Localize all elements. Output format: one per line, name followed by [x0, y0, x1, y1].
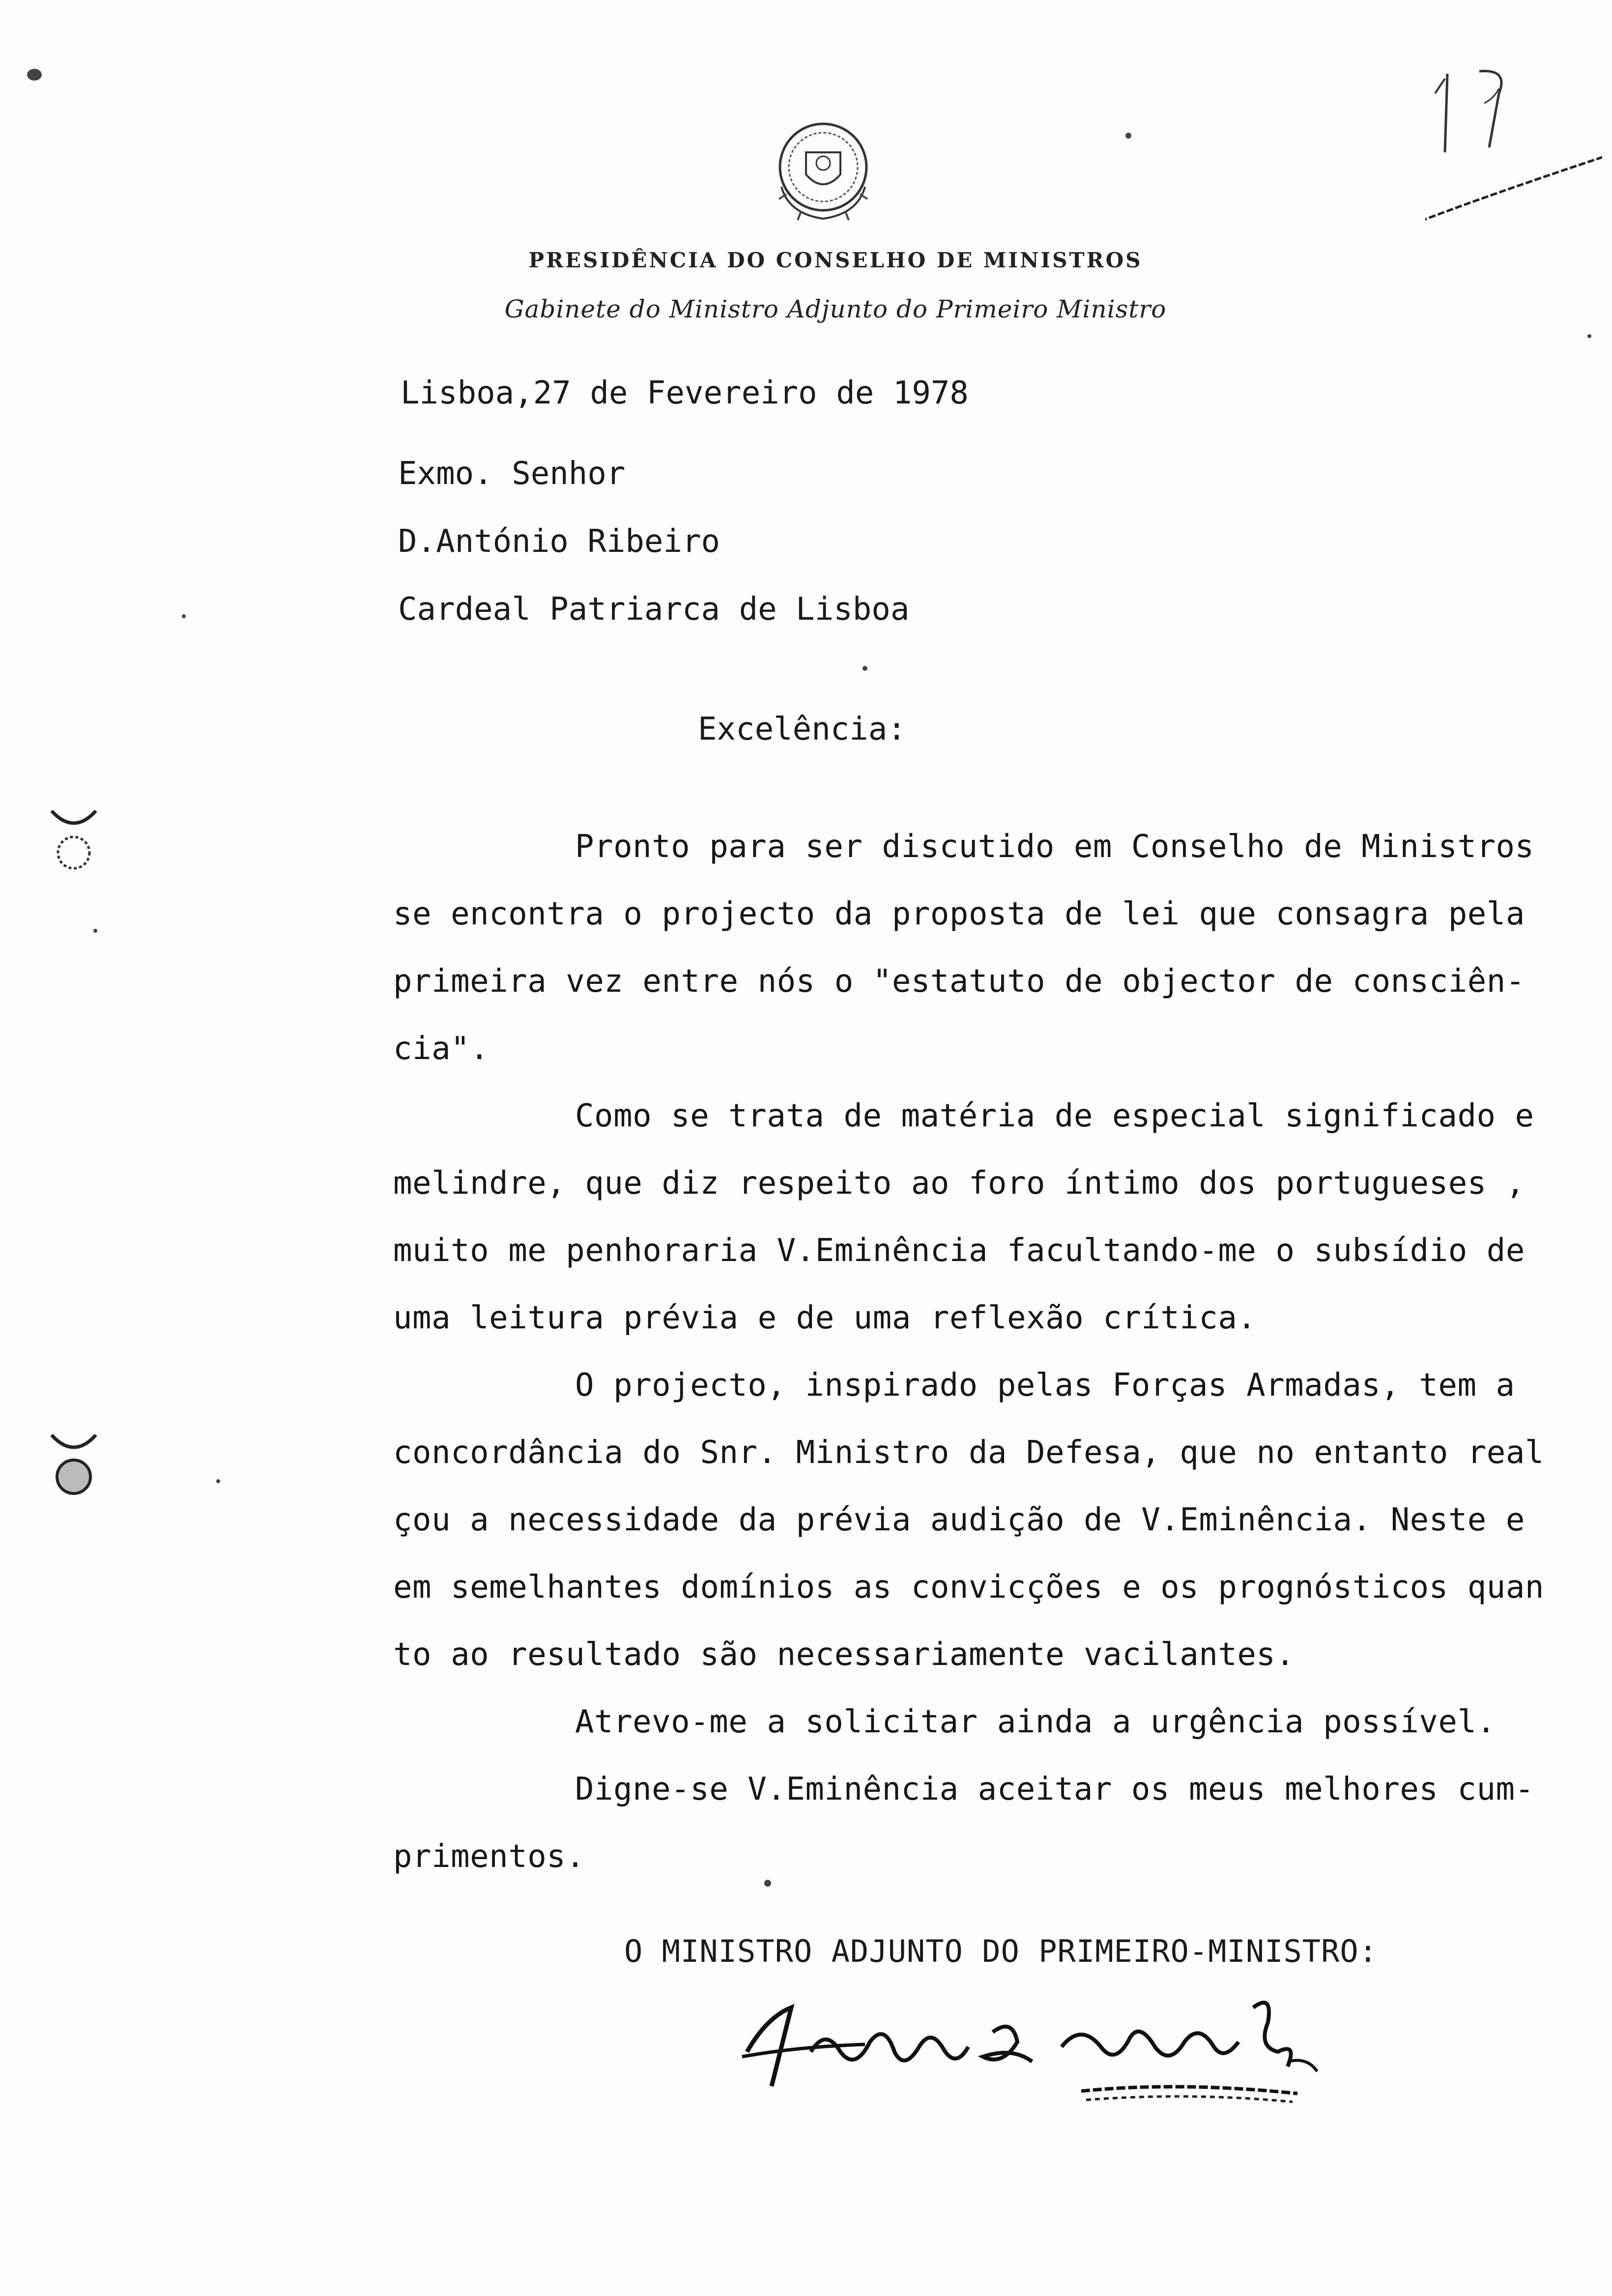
paragraph-3: [393, 1352, 1597, 1689]
ink-speck: [182, 614, 186, 618]
ink-speck: [863, 666, 867, 671]
ink-speck: [216, 1479, 220, 1483]
paragraph-5: [393, 1756, 1597, 1891]
body-line: em semelhantes domínios as convicções e os prognósticos quan: [393, 1569, 1544, 1606]
salutation: Excelência:: [698, 711, 906, 747]
margin-punch-mark-icon: [44, 801, 103, 880]
handwritten-folio-number: [1425, 54, 1602, 231]
body-line: concordância do Snr. Ministro da Defesa, que no entanto real: [393, 1435, 1544, 1471]
body-line: Pronto para ser discutido em Conselho de Ministros: [575, 829, 1534, 865]
signer-title: O MINISTRO ADJUNTO DO PRIMEIRO-MINISTRO:: [624, 1933, 1378, 1969]
paragraph-4: [393, 1689, 1597, 1756]
letterhead-institution: PRESIDÊNCIA DO CONSELHO DE MINISTROS: [528, 248, 1143, 272]
body-line: primentos.: [393, 1838, 585, 1875]
margin-punch-mark-icon: [44, 1425, 103, 1504]
body-line: muito me penhoraria V.Eminência facultando-me o subsídio de: [393, 1233, 1525, 1269]
paragraph-2: [393, 1083, 1597, 1352]
body-line: melindre, que diz respeito ao foro íntimo dos portugueses ,: [393, 1165, 1525, 1202]
body-line: to ao resultado são necessariamente vacilantes.: [393, 1636, 1295, 1673]
body-line: O projecto, inspirado pelas Forças Armadas, tem a: [575, 1367, 1515, 1404]
date-line: Lisboa,27 de Fevereiro de 1978: [401, 375, 969, 411]
ink-speck: [1587, 334, 1591, 338]
addressee-salutation-title: Exmo. Senhor: [398, 456, 626, 492]
coat-of-arms-seal-icon: [759, 113, 887, 236]
body-line: Digne-se V.Eminência aceitar os meus melhores cum-: [575, 1771, 1534, 1808]
body-line: se encontra o projecto da proposta de lei que consagra pela: [393, 896, 1525, 932]
ink-speck: [764, 1880, 771, 1887]
paragraph-1: [393, 813, 1597, 1083]
letter-body: [393, 813, 1597, 1891]
ink-speck: [1125, 133, 1131, 139]
body-line: Como se trata de matéria de especial significado e: [575, 1098, 1534, 1134]
body-line: çou a necessidade da prévia audição de V.Eminência. Neste e: [393, 1502, 1525, 1538]
addressee-name: D.António Ribeiro: [398, 523, 720, 560]
ink-speck: [27, 69, 42, 81]
ink-speck: [93, 929, 97, 933]
handwritten-signature: [737, 1988, 1352, 2106]
body-line: primeira vez entre nós o "estatuto de objector de consciên-: [393, 963, 1525, 1000]
letterhead-office: Gabinete do Ministro Adjunto do Primeiro Ministro: [504, 295, 1167, 323]
body-line: Atrevo-me a solicitar ainda a urgência possível.: [575, 1704, 1496, 1740]
body-line: uma leitura prévia e de uma reflexão crítica.: [393, 1300, 1257, 1336]
body-line: cia".: [393, 1031, 489, 1067]
addressee-position: Cardeal Patriarca de Lisboa: [398, 591, 910, 628]
